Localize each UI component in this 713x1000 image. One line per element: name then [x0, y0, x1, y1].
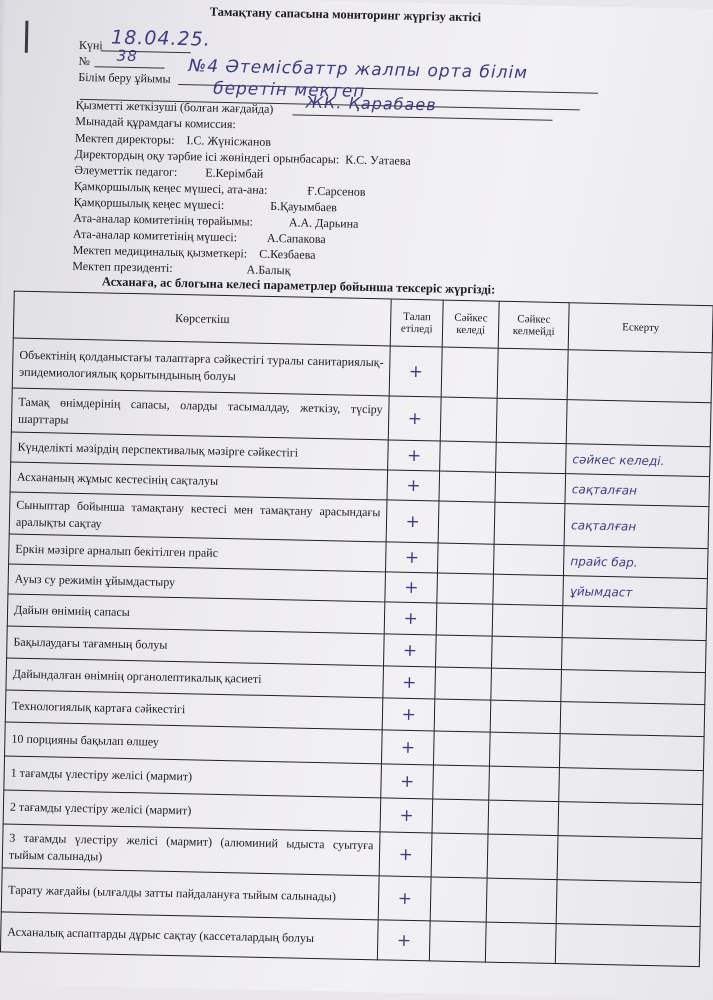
member-role: Қамқоршылық кеңес мүшесі, ата-ана:: [73, 178, 268, 197]
row-indicator: 1 тағамды үлестіру желісі (мармит): [4, 756, 382, 798]
number-label: №: [78, 53, 91, 69]
row-required-mark: +: [382, 698, 435, 731]
row-matches-cell: [433, 765, 490, 800]
row-required-mark: +: [386, 542, 439, 573]
row-indicator: Сыныптар бойынша тамақтану кестесі мен тамақтану арасындағы аралықты сақтау: [9, 492, 387, 542]
row-matches-cell: [438, 543, 495, 574]
row-not-matches-cell: [487, 834, 558, 879]
row-note: [562, 638, 707, 673]
row-not-matches-cell: [491, 668, 562, 701]
binder-mark: [25, 21, 29, 53]
row-matches-cell: [439, 471, 496, 502]
row-note: [557, 836, 702, 883]
member-role: Мектеп директоры:: [74, 130, 175, 147]
row-note: [560, 734, 705, 771]
row-indicator: Бақылаудағы тағамның болуы: [7, 626, 385, 666]
member-name: А.Сапакова: [266, 230, 326, 247]
row-matches-cell: [435, 667, 492, 700]
row-required-mark: +: [389, 346, 442, 397]
row-not-matches-cell: [488, 800, 559, 835]
col-not-matches: Сәйкес келмейді: [498, 301, 569, 349]
row-required-mark: +: [380, 798, 433, 833]
row-matches-cell: [431, 833, 488, 878]
row-required-mark: +: [379, 832, 432, 877]
row-matches-cell: [434, 699, 491, 732]
supplier-label: Қызметті жеткізуші (болған жағдайда): [75, 97, 274, 116]
row-matches-cell: [436, 603, 493, 636]
row-indicator: Тарату жағдайы (ылғалды затты пайдалануға тыйым салынады): [1, 868, 379, 920]
row-note: сақталған: [564, 504, 709, 549]
org-label: Білім беру ұйымы: [78, 69, 171, 86]
row-note: [558, 802, 703, 839]
member-role: Қамқоршылық кеңес мүшесі:: [73, 194, 225, 212]
row-note: [561, 670, 706, 705]
row-required-mark: +: [385, 572, 438, 603]
row-required-mark: +: [378, 876, 431, 921]
row-matches-cell: [441, 347, 498, 398]
member-role: Директордың оқу тәрбие ісі жөніндегі орынбасары:: [74, 146, 340, 167]
row-not-matches-cell: [490, 732, 561, 767]
col-required: Талап етіледі: [390, 299, 443, 347]
row-indicator: Асханалық аспаптарды дұрыс сақтау (кассеталардың болуы: [0, 912, 378, 960]
inspection-subtitle: Асханаға, ас блогына келесі параметрлер бойынша тексеріс жүргізді:: [101, 274, 496, 297]
row-not-matches-cell: [489, 766, 560, 801]
row-matches-cell: [436, 635, 493, 668]
row-not-matches-cell: [494, 544, 565, 575]
row-matches-cell: [440, 441, 497, 472]
row-not-matches-cell: [496, 442, 567, 473]
row-not-matches-cell: [492, 636, 563, 669]
row-indicator: Дайын өнімнің сапасы: [7, 594, 385, 634]
row-indicator: Ауыз су режимін ұйымдастыру: [8, 564, 386, 602]
row-required-mark: +: [384, 634, 437, 667]
row-note: [567, 350, 712, 403]
row-note: сәйкес келеді.: [566, 444, 711, 477]
row-indicator: 10 порцияны бақылап өлшеу: [5, 722, 383, 764]
row-not-matches-cell: [486, 878, 557, 923]
member-name: Ғ.Сарсенов: [307, 183, 366, 199]
row-required-mark: +: [384, 602, 437, 635]
row-required-mark: +: [378, 920, 431, 961]
row-note: прайс бар.: [564, 546, 709, 579]
row-note: [556, 880, 701, 927]
row-not-matches-cell: [494, 502, 565, 545]
member-role: Ата-аналар комитетінің мүшесі:: [72, 226, 238, 245]
row-note: сақталған: [565, 474, 710, 507]
row-matches-cell: [437, 573, 494, 604]
member-name: С.Кезбаева: [259, 246, 316, 262]
row-required-mark: +: [388, 440, 441, 471]
member-name: К.С. Уатаева: [345, 152, 411, 168]
row-note: [555, 924, 700, 967]
row-indicator: Асхананың жұмыс кестесінің сақталуы: [10, 462, 388, 500]
org-value-line1: №4 Әтемісбаттр жалпы орта білім: [188, 56, 529, 84]
row-indicator: Дайындалған өнімнің органолептикалық қасиеті: [6, 658, 384, 698]
row-indicator: Тамақ өнімдерінің сапасы, оларды тасымалдау, жеткізу, түсіру шарттары: [11, 388, 389, 440]
member-role: Әлеуметтік педагог:: [74, 162, 178, 179]
row-not-matches-cell: [496, 398, 567, 443]
row-indicator: Күнделікті мәзірдің перспективалық мәзірге сәйкестігі: [11, 432, 389, 470]
supplier-underline: [293, 114, 553, 120]
row-indicator: 2 тағамды үлестіру желісі (мармит): [3, 790, 381, 832]
row-required-mark: +: [383, 666, 436, 699]
row-indicator: Технологиялық картаға сәйкестігі: [5, 690, 383, 730]
commission-heading: Мынадай құрамдағы комиссия:: [75, 113, 236, 132]
row-indicator: Еркін мәзірге арналып бекітілген прайс: [9, 534, 387, 572]
member-role: Ата-аналар комитетінің төрайымы:: [73, 210, 254, 229]
row-required-mark: +: [382, 730, 435, 765]
member-name: А.Балық: [246, 262, 291, 278]
row-required-mark: +: [388, 396, 441, 441]
col-matches: Сәйкес келеді: [442, 300, 499, 348]
row-note: ұйымдаст: [563, 576, 708, 609]
row-required-mark: +: [387, 470, 440, 501]
row-not-matches-cell: [495, 472, 566, 503]
row-required-mark: +: [386, 500, 439, 543]
row-matches-cell: [434, 731, 491, 766]
row-indicator: Объектінің қолданыстағы талаптарға сәйкестігі туралы санитариялық-эпидемиологиялық қорытындының болуы: [12, 338, 390, 396]
row-matches-cell: [438, 501, 495, 544]
row-matches-cell: [440, 397, 497, 442]
row-note: [559, 768, 704, 805]
member-name: А.А. Дарьина: [288, 215, 359, 231]
row-not-matches-cell: [485, 922, 556, 963]
inspection-table: [0, 291, 713, 968]
row-not-matches-cell: [490, 700, 561, 733]
row-not-matches-cell: [493, 574, 564, 605]
col-note: Ескерту: [568, 303, 713, 353]
date-underline: [101, 50, 191, 53]
member-name: Б.Қауымбаев: [270, 198, 338, 215]
supplier-value: ЖК. Қарабаев: [305, 92, 437, 115]
col-indicator: Көрсеткіш: [13, 291, 391, 346]
document-title: Тамақтану сапасына мониторинг жүргізу актісі: [209, 4, 482, 25]
org-value-line2: беретін мектеп: [212, 78, 366, 102]
row-matches-cell: [430, 877, 487, 922]
row-not-matches-cell: [492, 604, 563, 637]
number-underline: [94, 66, 164, 68]
row-note: [562, 606, 707, 641]
member-role: Мектеп президенті:: [72, 258, 173, 275]
row-matches-cell: [432, 799, 489, 834]
row-required-mark: +: [381, 764, 434, 799]
row-note: [566, 400, 711, 447]
number-value: 38: [116, 46, 139, 66]
date-value: 18.04.25.: [110, 26, 211, 51]
row-not-matches-cell: [497, 348, 568, 399]
member-name: Е.Керімбай: [205, 165, 264, 181]
row-matches-cell: [430, 921, 487, 962]
date-label: Күні: [78, 37, 103, 53]
row-indicator: 3 тағамды үлестіру желісі (мармит) (алюминий ыдыста суытуға тыйым салынады): [2, 824, 380, 876]
row-note: [560, 702, 705, 737]
member-role: Мектеп медициналық қызметкері:: [72, 242, 248, 261]
member-name: І.С. Жүнісжанов: [186, 133, 272, 149]
